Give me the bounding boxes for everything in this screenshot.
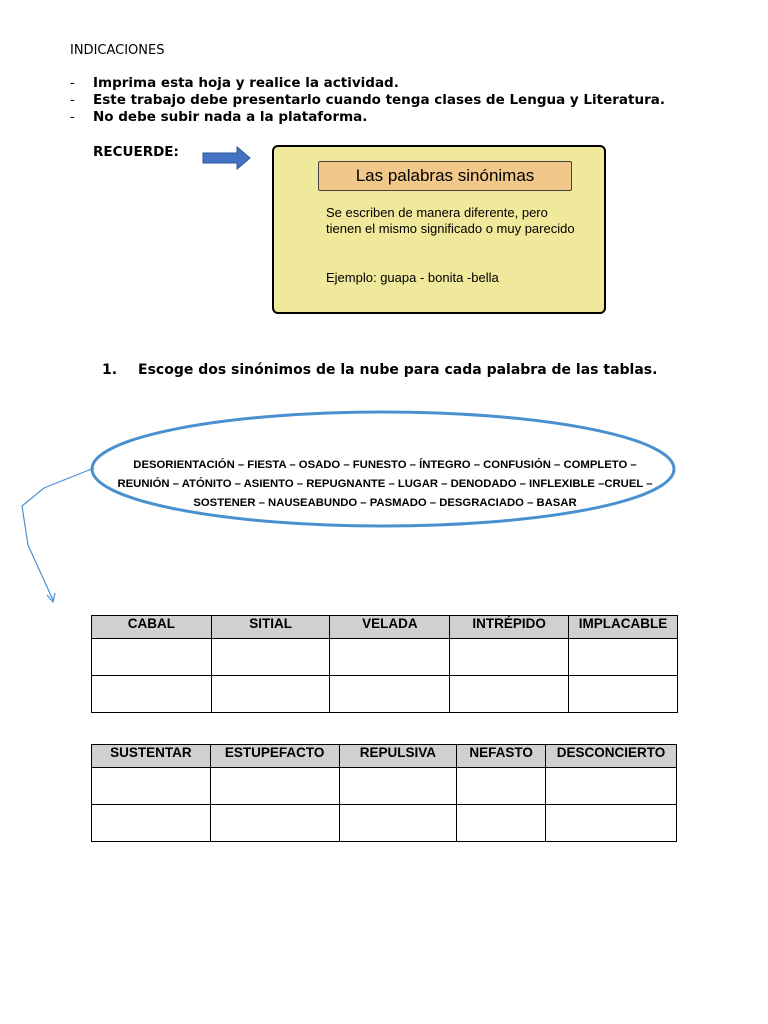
table-header-row [92,745,677,768]
answer-cell[interactable] [450,639,569,676]
table-row [92,639,678,676]
bullet-marker: - [70,75,75,91]
table-header-cell: CABAL [92,616,212,639]
instruction-3 [70,109,367,125]
word-cloud-text [100,456,670,513]
synonym-table-2 [91,744,677,842]
table-row [92,768,677,805]
table-header-cell: VELADA [330,616,450,639]
table-header-cell: NEFASTO [457,745,546,768]
synonym-table-1 [91,615,678,713]
instruction-text: No debe subir nada a la plataforma. [93,109,368,125]
table-header-cell: SITIAL [211,616,330,639]
cloud-line: SOSTENER – NAUSEABUNDO – PASMADO – DESGRACIADO – BASAR [193,497,577,509]
answer-cell[interactable] [210,805,339,842]
answer-cell[interactable] [92,639,212,676]
answer-cell[interactable] [92,805,211,842]
answer-cell[interactable] [457,768,546,805]
instruction-1 [70,75,399,91]
instruction-text: Imprima esta hoja y realice la actividad. [93,75,399,91]
answer-cell[interactable] [92,676,212,713]
bullet-marker: - [70,92,75,108]
cloud-line: REUNIÓN – ATÓNITO – ASIENTO – REPUGNANTE – LUGAR – DENODADO – INFLEXIBLE –CRUEL – [117,478,653,490]
table-header-cell: SUSTENTAR [92,745,211,768]
bullet-marker: - [70,109,75,125]
answer-cell[interactable] [546,768,677,805]
instruction-2 [70,92,665,108]
question-text: Escoge dos sinónimos de la nube para cada palabra de las tablas. [138,362,658,378]
answer-cell[interactable] [211,639,330,676]
table-header-cell: INTRÉPIDO [450,616,569,639]
note-title: Las palabras sinónimas [318,161,572,191]
table-header-cell: REPULSIVA [339,745,457,768]
synonyms-note-box [272,145,606,314]
right-arrow-icon [200,144,254,172]
answer-cell[interactable] [569,676,678,713]
table-header-cell: ESTUPEFACTO [210,745,339,768]
table-header-cell: DESCONCIERTO [546,745,677,768]
cloud-pointer-line [22,468,94,600]
answer-cell[interactable] [339,805,457,842]
table-header-cell: IMPLACABLE [569,616,678,639]
question-number: 1. [102,362,118,378]
note-description: Se escriben de manera diferente, pero tienen el mismo significado o muy parecido [326,205,575,236]
note-example: Ejemplo: guapa - bonita -bella [326,270,499,285]
answer-cell[interactable] [569,639,678,676]
answer-cell[interactable] [330,639,450,676]
table-header-row [92,616,678,639]
answer-cell[interactable] [339,768,457,805]
table-row [92,676,678,713]
answer-cell[interactable] [330,676,450,713]
answer-cell[interactable] [450,676,569,713]
table-row [92,805,677,842]
heading: INDICACIONES [70,43,165,58]
instruction-text: Este trabajo debe presentarlo cuando tenga clases de Lengua y Literatura. [93,92,665,108]
recuerde-label: RECUERDE: [93,144,179,160]
answer-cell[interactable] [211,676,330,713]
answer-cell[interactable] [210,768,339,805]
answer-cell[interactable] [92,768,211,805]
cloud-line: DESORIENTACIÓN – FIESTA – OSADO – FUNESTO – ÍNTEGRO – CONFUSIÓN – COMPLETO – [133,459,637,471]
answer-cell[interactable] [546,805,677,842]
question-1 [102,362,657,378]
answer-cell[interactable] [457,805,546,842]
